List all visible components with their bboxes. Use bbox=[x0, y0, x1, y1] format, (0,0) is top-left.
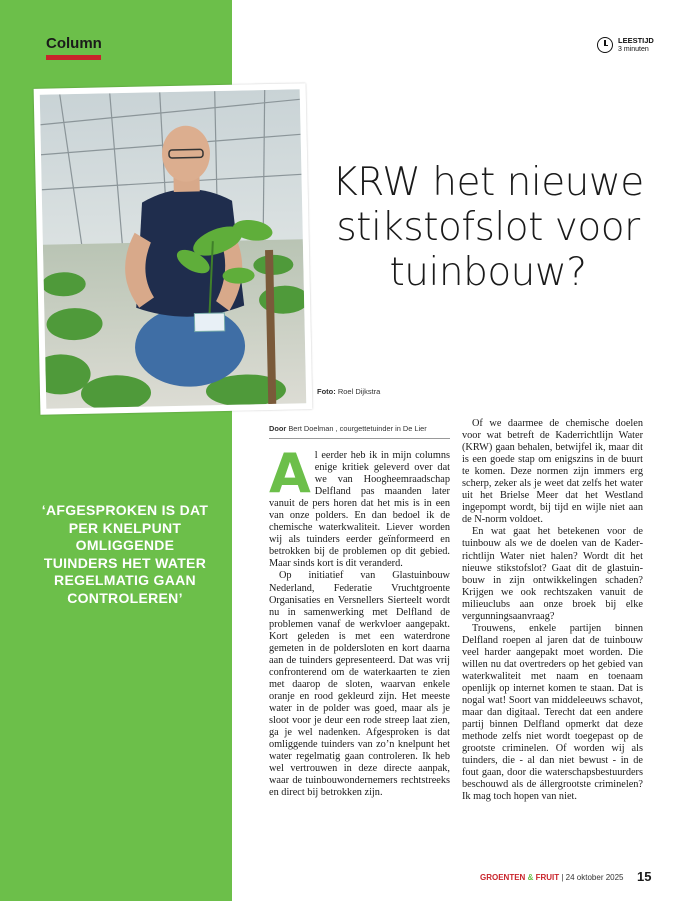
byline bbox=[269, 424, 450, 439]
paragraph: En wat gaat het betekenen voor de tuinbouw als we de doelen van de Kaderrichtlijn Water niet halen? Wordt dit het nieuwe stikstofslot? Gaat dit de glastuinbouw in zijn ontwikkelingen schaden? Krijgen we ook rechtszaken vanuit de milieuclubs aan onze broek bij elke vergunningsaanvraag? bbox=[462, 526, 643, 622]
photo-credit-label: Foto: bbox=[317, 387, 336, 396]
section-underline bbox=[46, 55, 101, 60]
magazine-brand-amp: & bbox=[525, 873, 536, 882]
article-photo-frame bbox=[34, 83, 313, 415]
paragraph: l eerder heb ik in mijn columns enige kritiek geleverd over dat we van Hoogheemraadschap Delfland pas maanden later vanuit de pers horen dat het mis is in een van onze polders. En dan bedoel ik de chemische waterkwaliteit. Liever worden wij als tuinders eerder geïnformeerd en betrokken bij de problemen op dit gebied. Maar sinds kort is dit veranderd. bbox=[269, 450, 450, 570]
reading-time-label: LEESTIJD bbox=[618, 36, 654, 45]
clock-icon bbox=[597, 37, 613, 53]
byline-author: Bert Doelman , courgettetuinder in De Lier bbox=[288, 424, 427, 433]
article-column-1 bbox=[269, 442, 450, 799]
article-photo bbox=[40, 89, 307, 408]
photo-credit bbox=[317, 387, 380, 396]
article-headline: KRW het nieuwe stikstofslot voor tuinbouw? bbox=[332, 160, 644, 295]
page-number: 15 bbox=[637, 869, 652, 884]
reading-time-value: 3 minuten bbox=[618, 46, 649, 53]
drop-cap: A bbox=[269, 442, 311, 505]
section-label: Column bbox=[46, 35, 102, 52]
reading-time bbox=[597, 36, 654, 54]
issue-date: 24 oktober 2025 bbox=[565, 873, 624, 882]
photo-credit-name: Roel Dijkstra bbox=[337, 387, 381, 396]
paragraph: Of we daarmee de chemische doelen voor wat betreft de Kaderrichtlijn Water (KRW) gaan behalen, betwijfel ik, maar dit is een goede stap om enigszins in de buurt te komen. Deze normen zijn immers erg scherp, zeker als je weet dat zelfs het water uit het Brielse Meer dat het Westland ingepompt wordt, bij tijd en wijle niet aan de N-norm voldoet. bbox=[462, 418, 643, 526]
magazine-brand-part1: GROENTEN bbox=[480, 873, 526, 882]
byline-label: Door bbox=[269, 424, 287, 433]
photo-grower-in-greenhouse-icon bbox=[40, 89, 307, 408]
footer-separator: | bbox=[559, 873, 566, 882]
article-column-2 bbox=[462, 418, 643, 804]
magazine-brand-part2: FRUIT bbox=[535, 873, 560, 882]
pull-quote: ‘AFGESPROKEN IS DAT PER KNELPUNT OMLIGGENDE TUINDERS HET WATER REGELMATIG GAAN CONTROLEREN’ bbox=[41, 502, 209, 606]
paragraph: Op initiatief van Glastuinbouw Nederland, Federatie Vruchtgroente Organisaties en Versnellers Sierteelt wordt nu in samenwerking met Delfland de problemen vanaf de werkvloer aangepakt. Kort geleden is met een waterdrone gemeten in de poldersloten en kort daarna aan de tuinders gepresenteerd. Dat was vrij confronterend om de waterkaarten te zien met daarop de sloten, waarvan enkele oranje en rood gekleurd zijn. Het meeste water in de polder was goed, maar als je sloot voor je deur een rode streep laat zien, ga je wel nadenken. Afgesproken is dat omliggende tuinders van zo’n knelpunt het water regelmatig gaan controleren. Ik heb wel vertrouwen in deze directe aanpak, waar de tuinbouwondernemers rechtstreeks en direct bij betrokken zijn. bbox=[269, 570, 450, 799]
paragraph: Trouwens, enkele partijen binnen Delfland roepen al jaren dat de tuinbouw veel harder aangepakt moet worden. Die willen nu dat overtreders op het gebied van waterkwaliteit met naam en toenaam openlijk op internet komen te staan. Dat is nogal wat! Soort van middeleeuws schavot, maar dan digitaal. Terecht dat een andere partij binnen Delfland opmerkt dat deze methode zelfs niet wordt toegepast op de grootste criminelen. Of worden wij als tuinders, die - al dan niet bewust - in de fout gaan, door die waterschapsbestuurders beschouwd als de állergrootste criminelen? Ik mag toch hopen van niet. bbox=[462, 622, 643, 803]
page-footer bbox=[480, 873, 624, 882]
